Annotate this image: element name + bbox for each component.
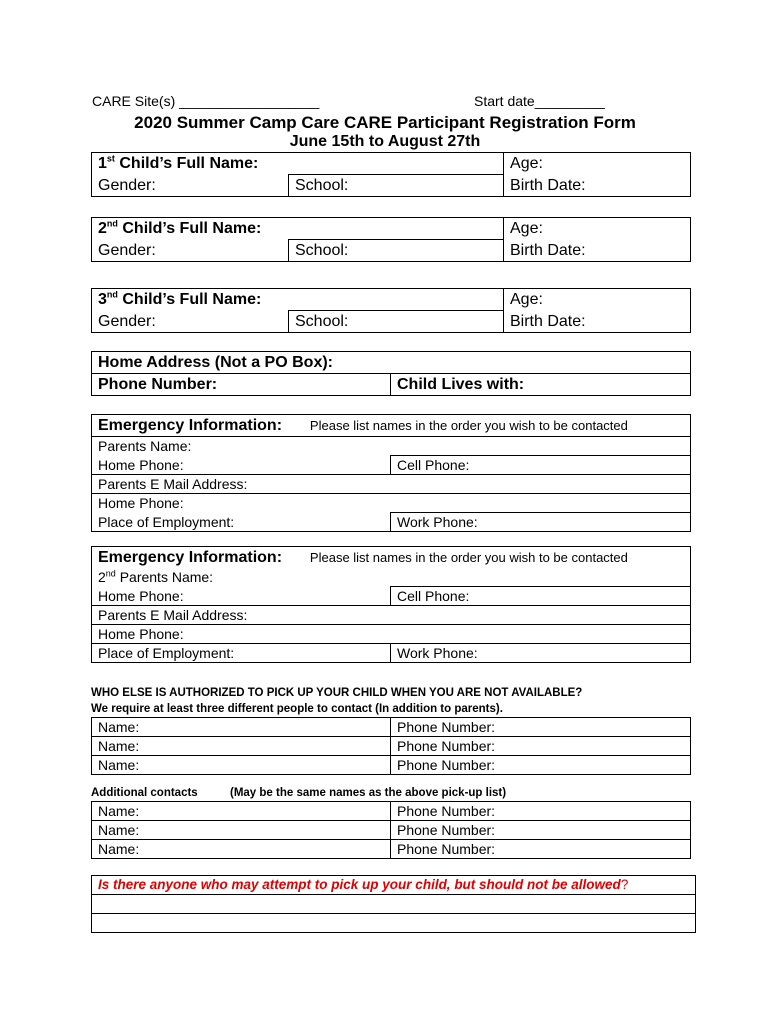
restriction-line-1[interactable] [92,895,696,914]
emergency-1-home-phone[interactable]: Home Phone: [92,456,391,475]
pickup-phone-3[interactable]: Phone Number: [391,756,691,775]
pickup-table [91,717,691,775]
child-3-table [91,288,691,333]
phone-number-field[interactable]: Phone Number: [92,374,391,396]
start-date-field[interactable]: Start date_________ [474,93,605,109]
child-2-name-field[interactable]: 2nd Child’s Full Name: [92,218,504,240]
emergency-2-home-phone-2[interactable]: Home Phone: [92,625,691,644]
emergency-2-home-phone[interactable]: Home Phone: [92,587,391,606]
emergency-1-table [91,414,691,532]
additional-contacts-label: Additional contacts [91,787,198,799]
emergency-1-parents-name[interactable]: Parents Name: [92,437,691,456]
restriction-qmark: ? [620,877,629,892]
child-3-name-field[interactable]: 3nd Child’s Full Name: [92,289,504,311]
pickup-requirement: We require at least three different people to contact (In addition to parents). [91,703,503,715]
child-1-age-field[interactable]: Age: [504,153,691,175]
emergency-1-cell-phone[interactable]: Cell Phone: [391,456,691,475]
additional-phone-2[interactable]: Phone Number: [391,821,691,840]
emergency-1-email[interactable]: Parents E Mail Address: [92,475,691,494]
form-title: 2020 Summer Camp Care CARE Participant Registration Form [134,113,636,132]
restriction-table [91,875,696,933]
child-2-age-field[interactable]: Age: [504,218,691,240]
pickup-phone-1[interactable]: Phone Number: [391,718,691,737]
child-1-school-field[interactable]: School: [289,175,504,197]
child-lives-with-field[interactable]: Child Lives with: [391,374,691,396]
restriction-line-2[interactable] [92,914,696,933]
child-3-birth-field[interactable]: Birth Date: [504,311,691,333]
address-table [91,351,691,396]
restriction-question: Is there anyone who may attempt to pick up your child, but should not be allowed [98,877,621,892]
emergency-1-home-phone-2[interactable]: Home Phone: [92,494,691,513]
child-1-gender-field[interactable]: Gender: [92,175,289,197]
pickup-name-2[interactable]: Name: [92,737,391,756]
emergency-2-heading: Emergency Information: [98,549,283,566]
additional-phone-3[interactable]: Phone Number: [391,840,691,859]
additional-contacts-note: (May be the same names as the above pick-up list) [230,787,507,799]
child-1-name-field[interactable]: 1st Child’s Full Name: [92,153,504,175]
child-2-birth-field[interactable]: Birth Date: [504,240,691,262]
pickup-name-3[interactable]: Name: [92,756,391,775]
pickup-question: WHO ELSE IS AUTHORIZED TO PICK UP YOUR CHILD WHEN YOU ARE NOT AVAILABLE? [91,687,583,699]
form-dates: June 15th to August 27th [289,133,481,150]
child-3-school-field[interactable]: School: [289,311,504,333]
additional-name-2[interactable]: Name: [92,821,391,840]
child-2-gender-field[interactable]: Gender: [92,240,289,262]
emergency-2-cell-phone[interactable]: Cell Phone: [391,587,691,606]
additional-name-1[interactable]: Name: [92,802,391,821]
emergency-2-employment[interactable]: Place of Employment: [92,644,391,663]
emergency-2-note: Please list names in the order you wish to be contacted [309,550,628,565]
pickup-name-1[interactable]: Name: [92,718,391,737]
emergency-1-employment[interactable]: Place of Employment: [92,513,391,532]
emergency-2-parents-name[interactable]: 2nd Parents Name: [92,568,691,587]
emergency-1-note: Please list names in the order you wish to be contacted [309,418,628,433]
emergency-1-heading: Emergency Information: [98,417,283,434]
pickup-phone-2[interactable]: Phone Number: [391,737,691,756]
emergency-1-work-phone[interactable]: Work Phone: [391,513,691,532]
child-2-table [91,217,691,262]
emergency-2-email[interactable]: Parents E Mail Address: [92,606,691,625]
child-3-age-field[interactable]: Age: [504,289,691,311]
home-address-field[interactable]: Home Address (Not a PO Box): [92,352,691,374]
additional-table [91,801,691,859]
child-1-table [91,152,691,197]
care-sites-field[interactable]: CARE Site(s) __________________ [92,93,320,109]
child-1-birth-field[interactable]: Birth Date: [504,175,691,197]
emergency-2-work-phone[interactable]: Work Phone: [391,644,691,663]
additional-phone-1[interactable]: Phone Number: [391,802,691,821]
additional-name-3[interactable]: Name: [92,840,391,859]
child-3-gender-field[interactable]: Gender: [92,311,289,333]
emergency-2-table [91,546,691,663]
child-2-school-field[interactable]: School: [289,240,504,262]
